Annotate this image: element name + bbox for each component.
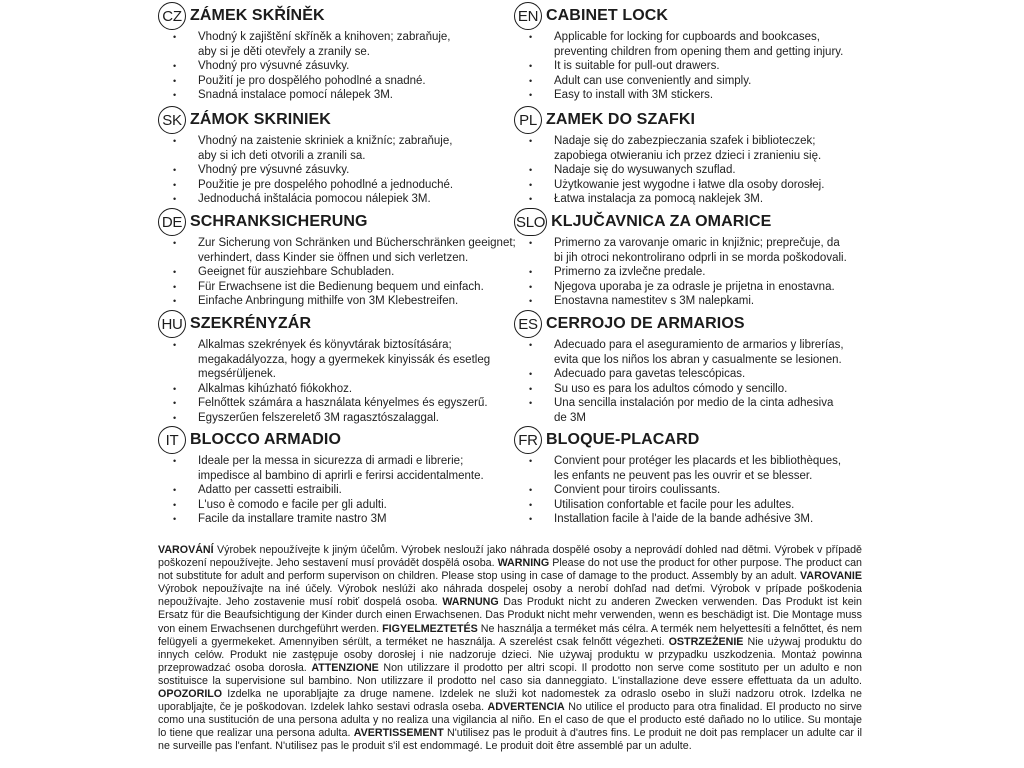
warning-paragraph [158,544,862,754]
list-item: • Použití je pro dospělého pohodlné a snadné. [158,74,598,89]
warning-label: ATTENZIONE [311,661,379,674]
warning-text: Ne használja a terméket más célra. A termék nem helyettesíti a felnőttet, és nem felügyeli a gyermekeket. Amennyiben sérült, a terméket ne használja. A szerelést csak felnőtt végezheti. [158,622,862,648]
section-title: KLJUČAVNICA ZA OMARICE [551,213,772,230]
list-item: • It is suitable for pull-out drawers. [514,59,954,74]
list-item: • Użytkowanie jest wygodne i łatwe dla osoby dorosłej. [514,178,954,193]
language-code-badge: ES [514,310,542,338]
warning-text: N'utilisez pas le produit à d'autres fins. Le produit ne doit pas remplacer un adulte car il ne surveille pas l'enfant. N'utilisez pas le produit s'il est endommagé. Le produit doit être assemblé par un adulte. [158,727,862,753]
list-item: • Łatwa instalacja za pomocą naklejek 3M. [514,192,954,207]
lang-header [514,426,954,454]
section-title: SCHRANKSICHERUNG [190,213,368,230]
section-title: BLOCCO ARMADIO [190,431,342,448]
list-item: • Snadná instalace pomocí nálepek 3M. [158,88,598,103]
warning-label: ADVERTENCIA [487,701,565,714]
warning-text: Výrobok nepoužívajte na iné účely. Výrobok neslúži ako náhrada dospelej osoby a nerobí dohľad nad deťmi. Výrobok v prípade poškodenia nepoužívajte. Jeho zostavenie musí robiť dospelá osoba. [158,583,862,609]
lang-header [514,310,954,338]
language-code-badge: FR [514,426,542,454]
list-item: • Utilisation confortable et facile pour les adultes. [514,498,954,513]
warning-text: Please do not use the product for other purpose. The product can not substitute for adult and perform supervison on children. Please stop using in case of damage to the product. Assembly by an adult. [158,557,862,583]
list-item: • Geeignet für ausziehbare Schubladen. [158,265,598,280]
list-item: • Felnőttek számára a használata kényelmes és egyszerű. [158,396,598,411]
warning-label: WARNUNG [442,596,499,609]
lang-block-en [514,2,954,103]
list-item: • Installation facile à l'aide de la bande adhésive 3M. [514,512,954,527]
warning-label: OPOZORILO [158,688,223,701]
list-item: • Su uso es para los adultos cómodo y sencillo. [514,382,954,397]
warning-text: Výrobek nepoužívejte k jiným účelům. Výrobek neslouží jako náhrada dospělé osoby a neprovádí dohled nad dětmi. Výrobek v případě poškození nepoužívejte. Jeho sestavení musí provádět dospělá osoba. [158,544,862,570]
bullet-list [514,338,954,426]
list-item: • Egyszerűen felszerelető 3M ragasztószalaggal. [158,411,598,426]
list-item: • Adecuado para gavetas telescópicas. [514,367,954,382]
bullet-list [514,134,954,207]
list-item: • Použitie je pre dospelého pohodlné a jednoduché. [158,178,598,193]
warning-label: VAROVÁNÍ [158,544,214,556]
language-code-badge: SK [158,106,186,134]
lang-block-slo [514,208,954,309]
list-item: • Ideale per la messa in sicurezza di armadi e librerie; impedisce al bambino di aprirli e ferirsi accidentalmente. [158,454,598,483]
language-code-badge: CZ [158,2,186,30]
warning-text: No utilice el producto para otra finalidad. El producto no sirve como una sustitución de una persona adulta y no realiza una vigilancia al niño. En el caso de que el producto esté dañado no lo utilice. Su montaje lo tiene que realizar una persona adulta. [158,701,863,740]
list-item: • Una sencilla instalación por medio de la cinta adhesiva de 3M [514,396,954,425]
section-title: ZAMEK DO SZAFKI [546,111,696,128]
list-item: • Nadaje się do wysuwanych szuflad. [514,163,954,178]
lang-header [514,106,954,134]
list-item: • Adult can use conveniently and simply. [514,74,954,89]
list-item: • Primerno za izvlečne predale. [514,265,954,280]
list-item: • Nadaje się do zabezpieczania szafek i biblioteczek; zapobiega otwieraniu ich przez dzieci i zranieniu się. [514,134,954,163]
lang-header [514,2,954,30]
warning-label: FIGYELMEZTETÉS [382,622,478,635]
warning-text: Nie używaj produktu do innych celów. Produkt nie zastępuje osoby dorosłej i nie nadzoruje dzieci. Nie używaj produktu w przypadku uszkodzenia. Montaż powinna przeprowadzać osoba dorosła. [158,635,862,674]
warning-text: Izdelka ne uporabljajte za druge namene. Izdelek ne služi kot nadomestek za odraslo osebo in služi nadzoru otrok. Izdelka ne uporabljajte, če je poškodovan. Izdelek lahko sestavi odrasla oseba. [158,688,862,714]
warning-label: VAROVANIE [800,570,862,583]
list-item: • Einfache Anbringung mithilfe von 3M Klebestreifen. [158,294,598,309]
list-item: • Convient pour tiroirs coulissants. [514,483,954,498]
language-code-badge: SLO [514,208,547,236]
list-item: • Adatto per cassetti estraibili. [158,483,598,498]
bullet-list [514,30,954,103]
warning-text: Non utilizzare il prodotto per altri scopi. Il prodotto non serve come sostituto per un adulto e non sostituisce la supervisione sul bambino. Non utilizzare il prodotto nel caso sia danneggiato. L'installazione deve essere effettuata da un adulto. [158,661,862,687]
warning-label: WARNING [497,557,550,570]
list-item: • Adecuado para el aseguramiento de armarios y librerías, evita que los niños los abran y casualmente se lesionen. [514,338,954,367]
language-code-badge: DE [158,208,186,236]
list-item: • Easy to install with 3M stickers. [514,88,954,103]
language-code-badge: IT [158,426,186,454]
list-item: • Vhodný na zaistenie skriniek a knižníc; zabraňuje, aby si ich deti otvorili a zranili sa. [158,134,598,163]
language-code-badge: EN [514,2,542,30]
list-item: • Alkalmas szekrények és könyvtárak biztosítására; megakadályozza, hogy a gyermekek kinyissák és esetleg megsérüljenek. [158,338,598,382]
list-item: • Für Erwachsene ist die Bedienung bequem und einfach. [158,280,598,295]
section-title: ZÁMEK SKŘÍNĚK [190,7,325,24]
list-item: • Alkalmas kihúzható fiókokhoz. [158,382,598,397]
list-item: • Njegova uporaba je za odrasle je prijetna in enostavna. [514,280,954,295]
list-item: • Vhodný pro výsuvné zásuvky. [158,59,598,74]
list-item: • Jednoduchá inštalácia pomocou nálepiek 3M. [158,192,598,207]
lang-block-pl [514,106,954,207]
lang-block-fr [514,426,954,527]
list-item: • Enostavna namestitev s 3M nalepkami. [514,294,954,309]
list-item: • Zur Sicherung von Schränken und Bücherschränken geeignet; verhindert, dass Kinder sie öffnen und sich verletzen. [158,236,598,265]
warning-label: OSTRZEŻENIE [668,635,744,648]
language-code-badge: PL [514,106,542,134]
list-item: • Convient pour protéger les placards et les bibliothèques, les enfants ne peuvent pas les ouvrir et se blesser. [514,454,954,483]
section-title: BLOQUE-PLACARD [546,431,700,448]
list-item: • Applicable for locking for cupboards and bookcases, preventing children from opening them and getting injury. [514,30,954,59]
section-title: SZEKRÉNYZÁR [190,315,312,332]
list-item: • Facile da installare tramite nastro 3M [158,512,598,527]
section-title: CABINET LOCK [546,7,669,24]
lang-header [514,208,954,236]
warning-text: Das Produkt nicht zu anderen Zwecken verwenden. Das Produkt ist kein Ersatz für die Beaufsichtigung der Kinder durch einen Erwachsenen. Das Produkt nicht mehr verwenden, wenn es beschädigt ist. Die Montage muss von einem Erwachsenen durchgeführt werden. [158,596,862,635]
list-item: • L'uso è comodo e facile per gli adulti. [158,498,598,513]
warning-label: AVERTISSEMENT [353,727,444,740]
list-item: • Vhodný k zajištění skříněk a knihoven; zabraňuje, aby si je děti otevřely a zranily se. [158,30,598,59]
list-item: • Primerno za varovanje omaric in knjižnic; preprečuje, da bi jih otroci nekontrolirano odprli in se morda poškodovali. [514,236,954,265]
section-title: CERROJO DE ARMARIOS [546,315,745,332]
list-item: • Vhodný pre výsuvné zásuvky. [158,163,598,178]
bullet-list [514,454,954,527]
language-code-badge: HU [158,310,186,338]
bullet-list [514,236,954,309]
section-title: ZÁMOK SKRINIEK [190,111,331,128]
lang-block-es [514,310,954,426]
